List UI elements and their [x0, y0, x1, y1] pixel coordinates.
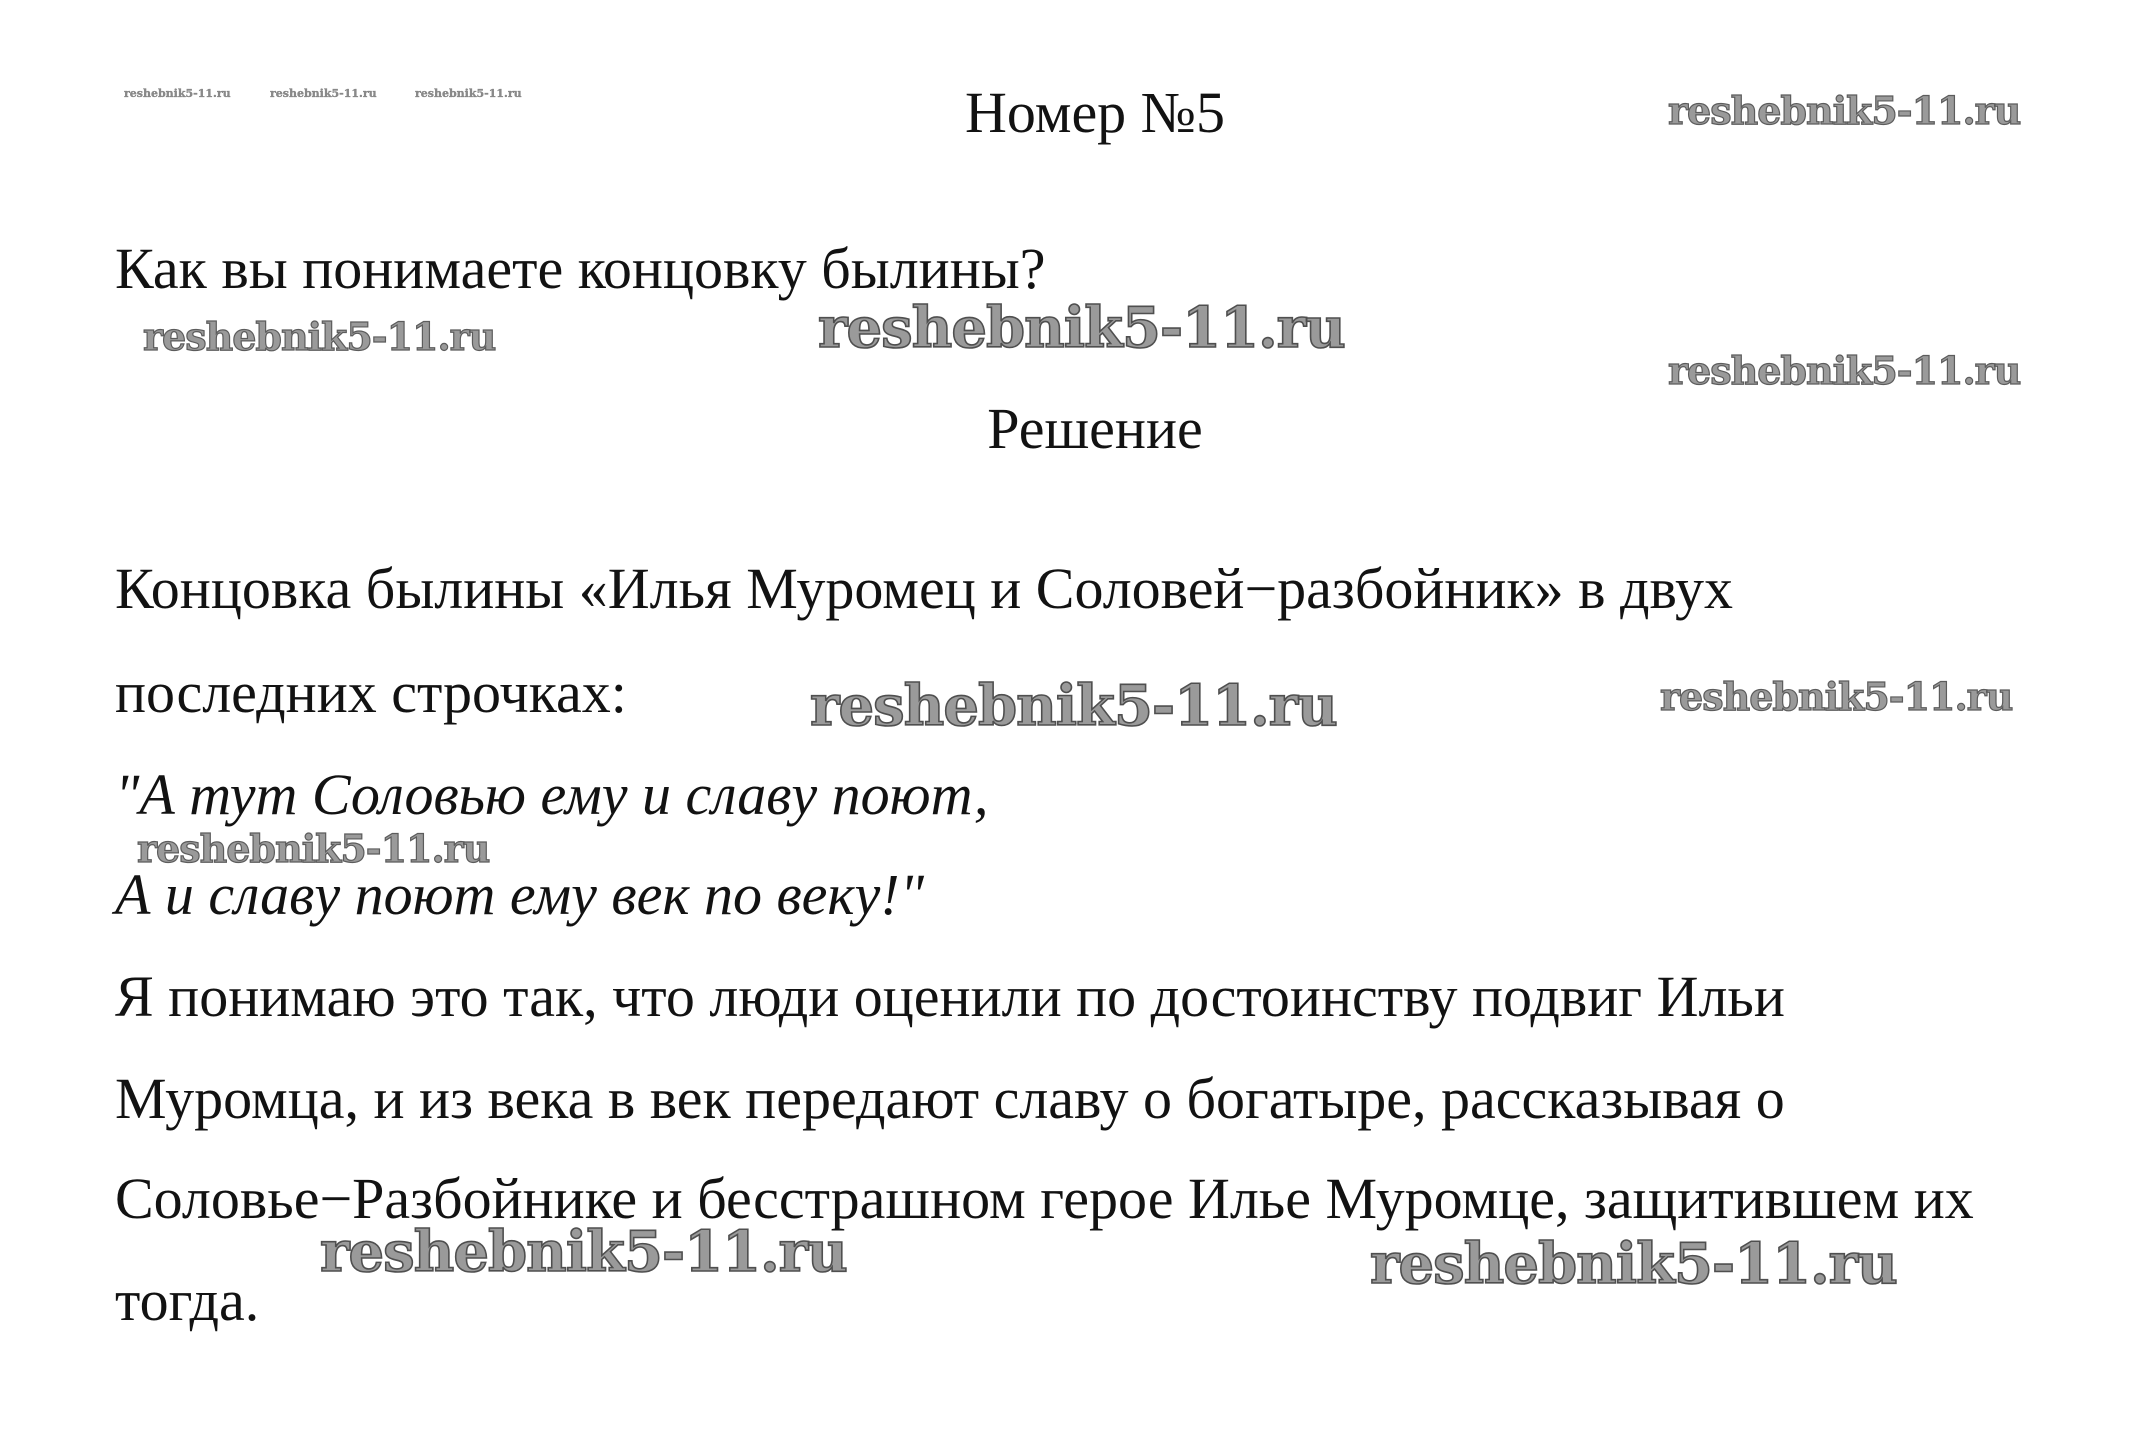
watermark: reshebnik5-11.ru: [818, 295, 1345, 361]
watermark-small: reshebnik5-11.ru: [415, 87, 522, 100]
paragraph-line: Соловье−Разбойнике и бесстрашном герое Илье Муромце, защитившем их: [115, 1166, 1974, 1231]
watermark: reshebnik5-11.ru: [1660, 674, 2013, 719]
paragraph-line: последних строчках:: [115, 660, 627, 725]
question-text: Как вы понимаете концовку былины?: [115, 236, 1046, 301]
watermark: reshebnik5-11.ru: [137, 826, 490, 871]
watermark: reshebnik5-11.ru: [1668, 348, 2021, 393]
quote-line: "А тут Соловью ему и славу поют,: [115, 762, 989, 827]
solution-heading: Решение: [987, 396, 1203, 461]
page-title: Номер №5: [964, 80, 1226, 145]
watermark: reshebnik5-11.ru: [1370, 1231, 1897, 1297]
watermark-small: reshebnik5-11.ru: [270, 87, 377, 100]
quote-line: А и славу поют ему век по веку!": [115, 862, 924, 927]
watermark: reshebnik5-11.ru: [810, 673, 1337, 739]
watermark: reshebnik5-11.ru: [143, 314, 496, 359]
paragraph-line: Муромца, и из века в век передают славу о богатыре, рассказывая о: [115, 1066, 1785, 1131]
paragraph-line: тогда.: [115, 1268, 260, 1333]
paragraph-line: Я понимаю это так, что люди оценили по достоинству подвиг Ильи: [115, 964, 1785, 1029]
watermark: reshebnik5-11.ru: [1668, 88, 2021, 133]
watermark-small: reshebnik5-11.ru: [124, 87, 231, 100]
watermark: reshebnik5-11.ru: [320, 1219, 847, 1285]
paragraph-line: Концовка былины «Илья Муромец и Соловей−разбойник» в двух: [115, 556, 1733, 621]
